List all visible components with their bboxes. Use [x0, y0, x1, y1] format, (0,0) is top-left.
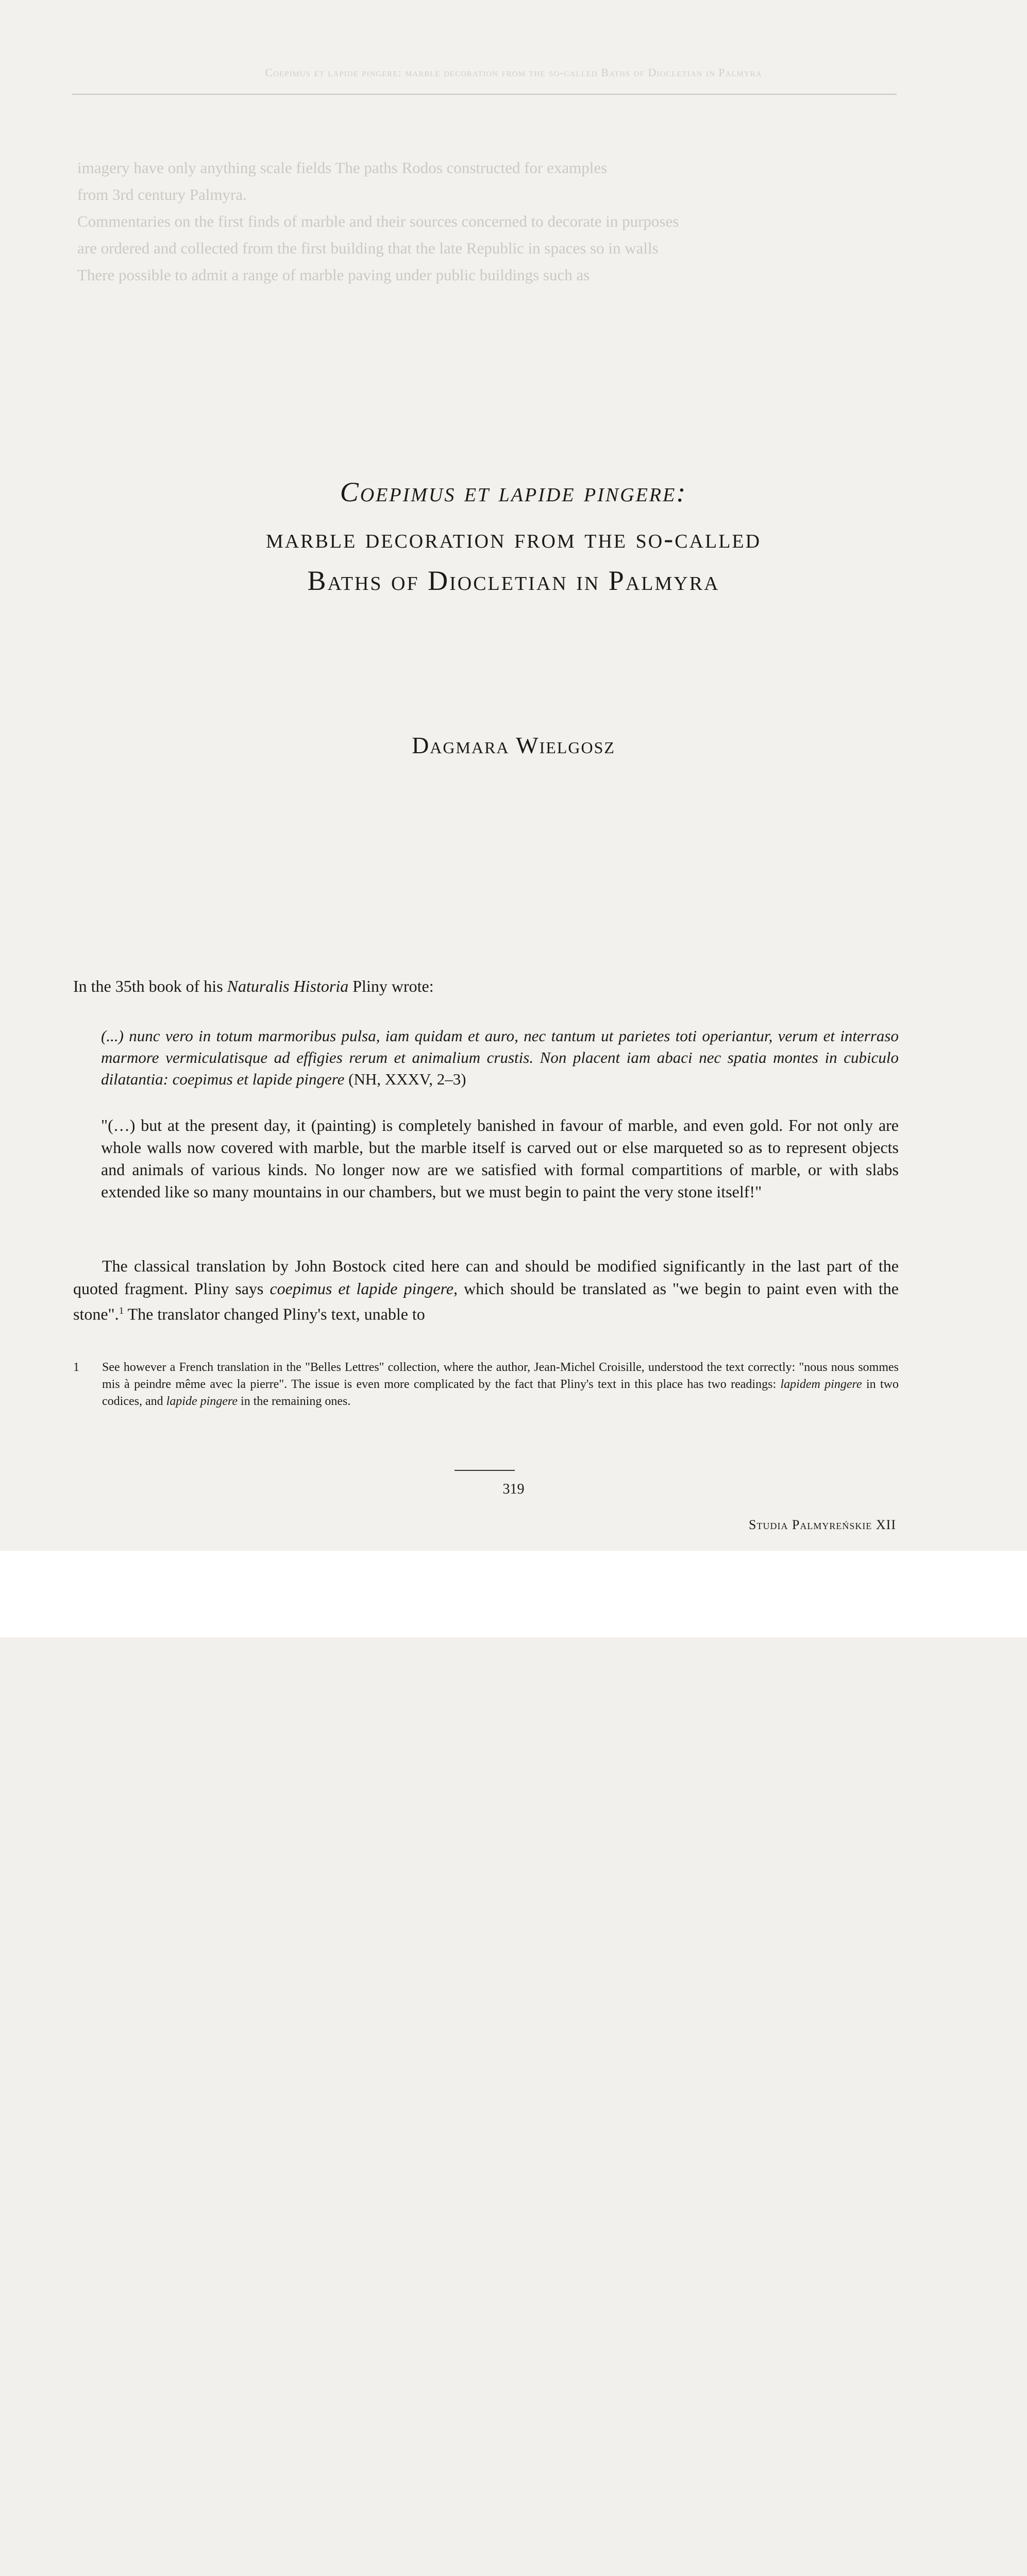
intro-work-title: Naturalis Historia [227, 977, 349, 995]
author-name: Dagmara Wielgosz [412, 732, 615, 758]
page-number-rule [454, 1470, 515, 1471]
show-through-line: imagery have only anything scale fields The paths Rodos constructed for examples [77, 159, 608, 177]
footnote [73, 1359, 899, 1410]
latin-reference: (NH, XXXV, 2–3) [344, 1070, 466, 1088]
latin-quotation [101, 1025, 899, 1090]
show-through-line: are ordered and collected from the first building that the late Republic in spaces so in walls [77, 239, 659, 257]
page-number: 319 [502, 1481, 525, 1497]
show-through-text [77, 155, 902, 289]
body-paragraph [73, 1255, 899, 1326]
footnote-text: See however a French translation in the "Belles Lettres" collection, where the author, Jean-Michel Croisille, understood the text correctly: "nous nous sommes mis à peindre même avec la pierre". The issue is even more complicated by the fact that Pliny's text in this place has two readings: lapidem pingere in two codices, and lapide pingere in the remaining ones. [102, 1361, 899, 1408]
body-text-3: The translator changed Pliny's text, unable to [124, 1304, 425, 1324]
body-text-2: , which should be translated as "we begin to paint even with the stone". [73, 1279, 899, 1324]
intro-text: In the 35th book of his [73, 977, 227, 995]
intro-sentence [73, 977, 434, 996]
running-head: Coepimus et lapide pingere: marble decoration from the so-called Baths of Diocletian in Palmyra [265, 66, 762, 79]
show-through-line: from 3rd century Palmyra. [77, 185, 247, 204]
english-translation: "(…) but at the present day, it (painting) is completely banished in favour of marble, and even gold. For not only are whole walls now covered with marble, but the marble itself is carved out or else marqueted so as to represent objects and animals of various kinds. No longer now are we satisfied with formal compartitions of marble, or with slabs extended like so many mountains in our chambers, but we must begin to paint the very stone itself!" [101, 1116, 899, 1201]
show-through-line: Commentaries on the first finds of marble and their sources concerned to decorate in purposes [77, 212, 679, 230]
viewer-footer [0, 1551, 1027, 1637]
title-line-1: Coepimus et lapide pingere: [340, 477, 687, 507]
footnote-number: 1 [73, 1361, 79, 1374]
latin-text: (...) nunc vero in totum marmoribus pulsa, iam quidam et auro, nec tantum ut parietes toti operiantur, verum et interraso marmore vermiculatisque ad effigies rerum et animalium crustis. Non placent iam abaci nec spatia montes in cubiculo dilatantia: coepimus et lapide pingere [101, 1027, 899, 1088]
footnote-marker[interactable]: 1 [119, 1306, 124, 1316]
journal-name: Studia Palmyreńskie XII [749, 1517, 896, 1532]
title-line-2: marble decoration from the so-called [265, 523, 762, 554]
title-line-3: Baths of Diocletian in Palmyra [307, 565, 720, 596]
body-text-1: The classical translation by John Bostock cited here can and should be modified significantly in the last part of the quoted fragment. Pliny says [73, 1257, 899, 1298]
header-rule [72, 94, 897, 95]
show-through-line: There possible to admit a range of marble paving under public buildings such as [77, 266, 590, 284]
intro-tail: Pliny wrote: [348, 977, 434, 995]
body-italic-phrase: coepimus et lapide pingere [270, 1279, 454, 1298]
